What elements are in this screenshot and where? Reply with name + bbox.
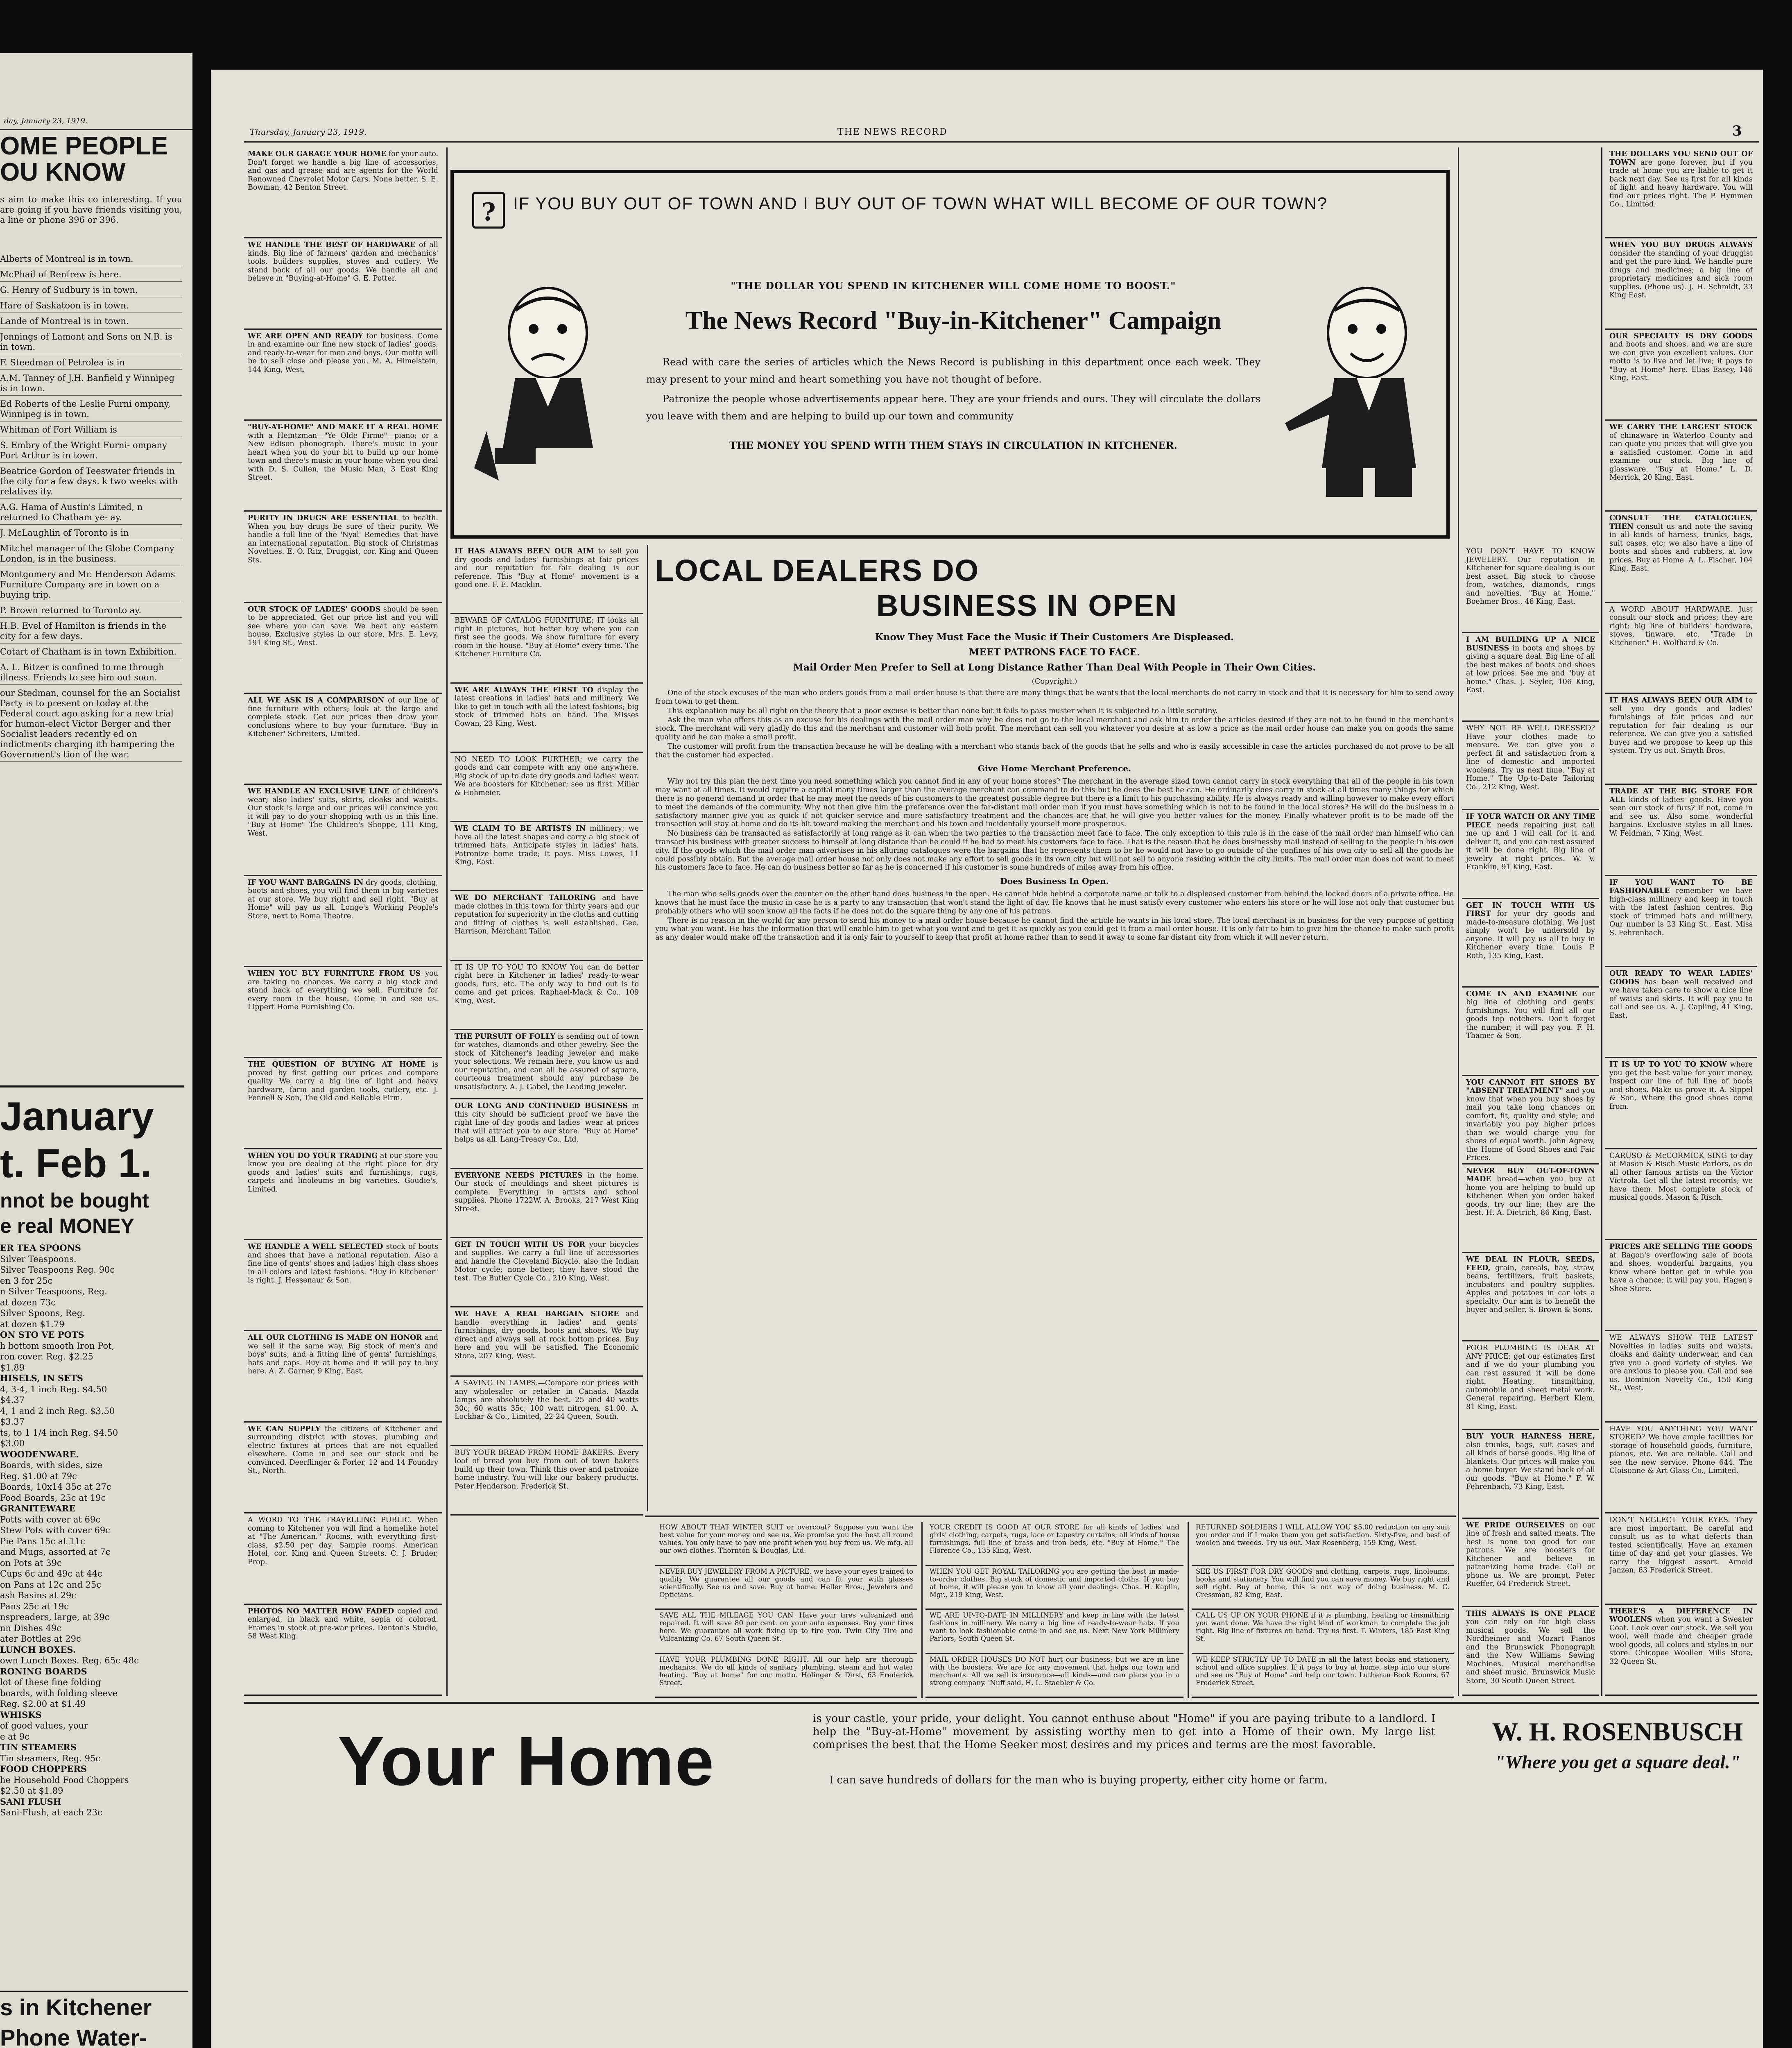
sale-item: $3.37 <box>0 1417 25 1427</box>
personal-item: Jennings of Lamont and Sons on N.B. is in town. <box>0 332 182 354</box>
article-title-line-1: LOCAL DEALERS DO <box>655 553 980 587</box>
merchant-ad-text: MAKE OUR GARAGE YOUR HOME for your auto. Don't forget we handle a big line of accessories, and gas and grease and are agents for the World Renowned Chevrolet Motor Cars. None better. S. E. Bowman, 42 Benton Street. <box>248 150 439 192</box>
personal-item: Whitman of Fort William is <box>0 425 182 437</box>
merchant-ad-text: I AM BUILDING UP A NICE BUSINESS in boots and shoes by giving a square deal. Big line of all the best makes of boots and shoes at low prices. See me and "buy at home." Chas. J. Seyler, 106 King, East. <box>1466 636 1595 695</box>
article-paragraph: This explanation may be all right on the theory that a poor excuse is better than none but it fails to pass muster when it is subjected to a little scrutiny. <box>667 707 1218 715</box>
middle-ad-column <box>450 545 643 1516</box>
campaign-banner <box>450 170 1450 539</box>
merchant-ad <box>1605 694 1757 785</box>
article-subhead-2: Does Business In Open. <box>1000 876 1109 886</box>
merchant-ad <box>1462 545 1599 633</box>
sale-item: en 3 for 25c <box>0 1275 53 1286</box>
article-body-part-2 <box>655 777 1454 872</box>
left-page-date: day, January 23, 1919. <box>4 117 88 125</box>
merchant-ad-text: CALL US UP ON YOUR PHONE if it is plumbing, heating or tinsmithing you want done. We have the right kind of workman to complete the job right. Big line of fixtures on hand. Try us first. T. Winters, 185 East King St. <box>1196 1611 1450 1642</box>
merchant-ad-text: "BUY-AT-HOME" AND MAKE IT A REAL HOME with a Heintzman—"Ye Olde Firme"—piano; or a New Edison phonograph. There's music in your heart when you do your bit to build up our home town and there's music in your home when you deal with D. S. Cullen, the Music Man, 3 East King Street. <box>248 423 438 482</box>
sale-item: ron cover. Reg. $2.25 <box>0 1352 93 1362</box>
sale-item: TIN STEAMERS <box>0 1742 77 1752</box>
merchant-ad-text: NO NEED TO LOOK FURTHER; we carry the goods and can compete with any one anywhere. Big stock of up to date dry goods and ladies' wear. We are boosters for Kitchener; see us first. Miller & Hohmeier. <box>455 755 639 797</box>
merchant-ad <box>1605 1149 1757 1240</box>
sale-item: and Mugs, assorted at 7c <box>0 1547 111 1557</box>
merchant-ad-text: WHY NOT BE WELL DRESSED? Have your clothes made to measure. We can give you a perfect fit and satisfaction from a line of domestic and imported woolens. Try us next time. "Buy at Home." The Up-to-Date Tailoring Co., 212 King, West. <box>1466 724 1595 791</box>
personal-item: S. Embry of the Wright Furni- ompany Port Arthur is in town. <box>0 440 182 463</box>
sale-item: 4, 3-4, 1 inch Reg. $4.50 <box>0 1384 107 1394</box>
merchant-ad-text: IF YOU WANT BARGAINS IN dry goods, clothing, boots and shoes, you will find them in big varieties at our store. We buy right and sell right. "Buy at Home" will pay us all. Longe's Working People's Store, next to Roma Theatre. <box>248 878 438 920</box>
article-subhead-1: Give Home Merchant Preference. <box>977 763 1131 774</box>
merchant-ad <box>1192 1522 1454 1566</box>
merchant-ad-text: WE PRIDE OURSELVES on our line of fresh and salted meats. The best is none too good for our patrons. We are boosters for Kitchener and believe in patronizing home trade. Call or phone us. We are prompt. Peter Rueffer, 64 Frederick Street. <box>1466 1521 1595 1588</box>
merchant-ad <box>1192 1654 1454 1698</box>
merchant-ad <box>1605 147 1757 238</box>
sale-item: Food Boards, 25c at 19c <box>0 1493 106 1503</box>
merchant-ad <box>450 822 643 891</box>
sale-item: Sani-Flush, at each 23c <box>0 1808 102 1817</box>
merchant-ad-text: THERE'S A DIFFERENCE IN WOOLENS when you want a Sweater Coat. Look over our stock. We sell you wool, well made and cheaper grade wool goods, all colors and styles in our store. Chicopee Woollen Mills Store, 32 Queen St. <box>1609 1607 1753 1666</box>
sale-item: LUNCH BOXES. <box>0 1644 76 1655</box>
personal-item: G. Henry of Sudbury is in town. <box>0 285 182 297</box>
merchant-ad <box>244 330 442 421</box>
sale-footer-line-2: Phone Water- <box>0 2025 147 2048</box>
merchant-ad-text: WE ARE ALWAYS THE FIRST TO display the latest creations in ladies' hats and millinery. We like to get in touch with all the latest fashions; big stock of trimmed hats on hand. The Misses Cowan, 23 King, West. <box>455 686 639 728</box>
sale-item: FOOD CHOPPERS <box>0 1764 87 1774</box>
merchant-ad-text: A SAVING IN LAMPS.—Compare our prices with any wholesaler or retailer in Canada. Mazda lamps are absolutely the best. 25 and 40 watts 30c; 60 watts 35c; 100 watt nitrogen, $1.00. A. Lockbar & Co., Limited, 22-24 Queen, South. <box>455 1379 639 1421</box>
merchant-ad <box>450 545 643 614</box>
rosenbusch-slogan: "Where you get a square deal." <box>1494 1751 1741 1772</box>
unhappy-man-illustration <box>470 276 626 489</box>
merchant-ad-text: THE DOLLARS YOU SEND OUT OF TOWN are gone forever, but if you trade at home you are liable to get it back next day. See us first for all kinds of light and heavy hardware. You will find our prices right. The P. Hymmen Co., Limited. <box>1609 150 1753 208</box>
sale-item: GRANITEWARE <box>0 1503 76 1513</box>
merchant-ad <box>450 1377 643 1446</box>
merchant-ad <box>244 1423 442 1513</box>
merchant-ad-text: OUR STOCK OF LADIES' GOODS should be seen to be appreciated. Get our price list and you will see where you can save. We beat any eastern house. Exclusive styles in our store, Mrs. E. Levy, 191 King St., West. <box>248 605 438 647</box>
sale-item: WOODENWARE. <box>0 1449 79 1459</box>
sale-item: at dozen $1.79 <box>0 1319 65 1329</box>
merchant-ad <box>1462 810 1599 899</box>
merchant-ad-text: WE CAN SUPPLY the citizens of Kitchener and surrounding district with stoves, plumbing and electric fixtures at prices that are not equalled elsewhere. Come in and see our stock and be convinced. Deerflinger & Forler, 12 and 14 Foundry St., North. <box>248 1425 439 1475</box>
merchant-ad <box>1462 1430 1599 1518</box>
merchant-ad <box>1462 1607 1599 1696</box>
merchant-ad <box>1605 1605 1757 1696</box>
merchant-ad-text: WE DEAL IN FLOUR, SEEDS, FEED, grain, cereals, hay, straw, beans, fertilizers, fruit baskets, incubators and poultry supplies. Apples and potatoes in car lots a specialty. Our aim is to benefit the buyer and seller. S. Brown & Sons. <box>1466 1255 1595 1314</box>
banner-question: IF YOU BUY OUT OF TOWN AND I BUY OUT OF TOWN WHAT WILL BECOME OF OUR TOWN? <box>513 194 1328 213</box>
merchant-ad <box>244 1331 442 1422</box>
merchant-ad-text: WE HANDLE AN EXCLUSIVE LINE of children's wear; also ladies' suits, skirts, cloaks and waists. Our stock is large and our prices will convince you it will pay to do your shopping with us in this line. "Buy at Home" The Children's Shoppe, 111 King, West. <box>248 787 439 838</box>
article-deck-2: MEET PATRONS FACE TO FACE. <box>968 647 1140 658</box>
merchant-ad <box>244 1605 442 1696</box>
merchant-ad <box>450 684 643 753</box>
sale-item: Potts with cover at 69c <box>0 1514 101 1525</box>
sale-item: SANI FLUSH <box>0 1796 61 1807</box>
merchant-ad <box>1192 1610 1454 1654</box>
merchant-ad <box>450 1030 643 1099</box>
merchant-ad <box>244 421 442 512</box>
sale-item: ER TEA SPOONS <box>0 1243 81 1253</box>
sale-footer-line-1: s in Kitchener <box>0 1994 152 2020</box>
sale-item: 4, 1 and 2 inch Reg. $3.50 <box>0 1406 115 1416</box>
sale-item: n Silver Teaspoons, Reg. <box>0 1287 107 1296</box>
merchant-ad <box>1605 421 1757 512</box>
sale-item: of good values, your <box>0 1721 88 1731</box>
personal-item: McPhail of Renfrew is here. <box>0 270 182 282</box>
merchant-ad-text: HAVE YOU ANYTHING YOU WANT STORED? We have ample facilities for storage of household goods, furniture, pianos, etc. We are reliable. Call and see the new service. Phone 644. The Cloisonne & Art Glass Co., Limited. <box>1609 1425 1753 1475</box>
merchant-ad <box>244 147 442 238</box>
merchant-ad <box>244 1513 442 1604</box>
merchant-ad <box>244 1240 442 1331</box>
merchant-ad <box>1605 1240 1757 1331</box>
article-body-part-3 <box>655 890 1454 942</box>
sale-item: nspreaders, large, at 39c <box>0 1612 110 1622</box>
merchant-ad-text: HAVE YOUR PLUMBING DONE RIGHT. All our help are thorough mechanics. We do all kinds of sanitary plumbing, steam and hot water heating. "Buy at home" for our motto. Holinger & Dirst, 63 Frederick Street. <box>659 1655 913 1687</box>
sale-advertisement <box>0 1085 184 1987</box>
merchant-ad <box>450 1446 643 1516</box>
bottom-ad-column-3 <box>1192 1522 1454 1698</box>
rosenbusch-text: is your castle, your pride, your delight. You cannot enthuse about "Home" if you are paying tribute to a landlord. I help the "Buy-at-Home" movement by assisting worthy men to get into a Home of their own. My large list comprises the best that the Home Seeker most desires and my prices and terms are the most favorable. <box>813 1713 1435 1751</box>
rosenbusch-text-2: I can save hundreds of dollars for the man who is buying property, either city home or farm. <box>829 1774 1328 1786</box>
merchant-ad-text: A WORD ABOUT HARDWARE. Just consult our stock and prices; they are right; big line of builders' hardware, stoves, tinware, etc. "Trade in Kitchener." H. Wolfhard & Co. <box>1609 605 1753 647</box>
sale-item: Boards, 10x14 35c at 27c <box>0 1482 111 1492</box>
sale-item: own Lunch Boxes. Reg. 65c 48c <box>0 1656 139 1665</box>
merchant-ad <box>1605 785 1757 876</box>
sale-heading-3: nnot be bought <box>0 1189 149 1212</box>
sale-item: Reg. $1.00 at 79c <box>0 1471 77 1481</box>
merchant-ad-text: RETURNED SOLDIERS I WILL ALLOW YOU $5.00 reduction on any suit you order and if I make them you get satisfaction. Sixty-five, and best of woolen and tweeds. Try us out. Max Rosenberg, 159 King, West. <box>1196 1523 1450 1547</box>
sale-footer <box>0 1991 188 2048</box>
merchant-ad <box>1605 876 1757 967</box>
merchant-ad-text: IT HAS ALWAYS BEEN OUR AIM to sell you dry goods and ladies' furnishings at fair prices and our reputation for fair dealing is our reference. We can give you a satisfied buyer and we propose to keep up this system. Try us out. Smyth Bros. <box>1609 696 1753 755</box>
banner-body-1: Read with care the series of articles which the News Record is publishing in this department once each week. They may present to your mind and heart something you have not thought of before. <box>646 356 1260 385</box>
merchant-ad <box>1605 330 1757 421</box>
merchant-ad <box>655 1654 917 1698</box>
sale-item: $1.89 <box>0 1362 25 1373</box>
merchant-ad-text: WE KEEP STRICTLY UP TO DATE in all the latest books and stationery, school and office supplies. If it pays to buy at home, step into our store and see us "Buy at Home" and help our town. Lutheran Book Rooms, 67 Frederick Street. <box>1196 1655 1450 1687</box>
merchant-ad-text: A WORD TO THE TRAVELLING PUBLIC. When coming to Kitchener you will find a homelike hotel at "The American." Rooms, with everything first-class, $2.50 per day. Sample rooms. American Hotel, cor. King and Queen Streets. C. J. Bruder, Prop. <box>248 1516 438 1566</box>
sale-item: h bottom smooth Iron Pot, <box>0 1341 115 1351</box>
left-page-fragment <box>0 53 192 2048</box>
sale-item: Silver Teaspoons Reg. 90c <box>0 1265 115 1275</box>
personal-item: A.G. Hama of Austin's Limited, n returned to Chatham ye- ay. <box>0 502 182 525</box>
merchant-ad-text: YOU CANNOT FIT SHOES BY "ABSENT TREATMENT" and you know that when you buy shoes by mail you take long chances on comfort, fit, quality and style; and invariably you pay higher prices than we would charge you for shoes of equal worth. John Agnew, the Home of Good Shoes and Fair Prices. <box>1466 1078 1595 1162</box>
merchant-ad-text: IT IS UP TO YOU TO KNOW where you get the best value for your money. Inspect our line of full line of boots and shoes. Make us prove it. A. Sippel & Son, Where the good shoes come from. <box>1609 1060 1753 1111</box>
sale-item: e at 9c <box>0 1731 29 1742</box>
merchant-ad <box>244 512 442 603</box>
merchant-ad-text: IF YOUR WATCH OR ANY TIME PIECE needs repairing just call me up and I will call for it and deliver it, and you can rest assured it will be done right. Big line of jewelry at right prices. W. V. Franklin, 91 King, East. <box>1466 813 1595 872</box>
article-paragraph: One of the stock excuses of the man who orders goods from a mail order house is that there are many things that he wants that the local merchants do not carry in stock and that it is necessary for him to send away from town to get them. <box>655 689 1454 706</box>
sale-item: ON STO VE POTS <box>0 1330 84 1340</box>
masthead: THE NEWS RECORD <box>837 127 948 137</box>
merchant-ad <box>244 694 442 785</box>
merchant-ad-text: POOR PLUMBING IS DEAR AT ANY PRICE; get our estimates first and if we do your plumbing you can rest assured it will be done right. Heating, tinsmithing, automobile and sheet metal work. General repairing. Herbert Klem, 81 King, East. <box>1466 1344 1595 1411</box>
merchant-ad <box>244 967 442 1058</box>
sale-item: Stew Pots with cover 69c <box>0 1525 110 1535</box>
article-copyright: (Copyright.) <box>1032 677 1077 686</box>
merchant-ad-text: OUR LONG AND CONTINUED BUSINESS in this city should be sufficient proof we have the right line of dry goods and ladies' wear at prices that will attract you to our store. "Buy at Home" helps us all. Lang-Treacy Co., Ltd. <box>455 1102 639 1144</box>
merchant-ad-text: BUY YOUR HARNESS HERE, also trunks, bags, suit cases and all kinds of horse goods. Big line of blankets. Our prices will make you a home buyer. We stand back of all our goods. "Buy at Home." F. W. Fehrenbach, 73 King, East. <box>1466 1432 1595 1491</box>
personal-item: our Stedman, counsel for the an Socialist Party is to present on today at the Federal court ago asking for a new trial for human-elect Victor Berger and ther Socialist leaders recently ed on indictments charging ith hampering the Government's tion of the war. <box>0 688 182 762</box>
merchant-ad-text: THE PURSUIT OF FOLLY is sending out of town for watches, diamonds and other jewelry. See the stock of Kitchener's leading jeweler and make your selections. We remain here, you know us and our reputation, and can all be assured of square, courteous treatment should any purchase be unsatisfactory. A. J. Gabel, the Leading Jeweler. <box>455 1032 639 1091</box>
sale-item: on Pans at 12c and 25c <box>0 1579 101 1590</box>
merchant-ad <box>1462 1253 1599 1341</box>
personal-item: Cotart of Chatham is in town Exhibition. <box>0 647 182 659</box>
left-ad-column <box>244 147 442 1696</box>
merchant-ad-text: DON'T NEGLECT YOUR EYES. They are most important. Be careful and consult us as to what defects than tested scientifically. Have an examen time of day and get your glasses. We carry the biggest assort. Arnold Janzen, 63 Frederick Street. <box>1609 1516 1753 1575</box>
merchant-ad <box>1605 967 1757 1058</box>
sale-item: ater Bottles at 29c <box>0 1634 81 1644</box>
heading-line-2: OU KNOW <box>0 158 126 186</box>
merchant-ad <box>450 891 643 961</box>
bottom-ad-column-1 <box>655 1522 917 1698</box>
sale-items-list <box>0 1243 184 1818</box>
personal-item: A.M. Tanney of J.H. Banfield y Winnipeg is in town. <box>0 373 182 396</box>
personal-item: Montgomery and Mr. Henderson Adams Furniture Company are in town on a buying trip. <box>0 569 182 602</box>
merchant-ad <box>655 1566 917 1610</box>
merchant-ad-text: TRADE AT THE BIG STORE FOR ALL kinds of ladies' goods. Have you seen our stock of furs? If not, come in and see us. Also some wonderful bargains. Exclusive styles in all lines. W. Feldman, 7 King, West. <box>1609 787 1753 838</box>
merchant-ad-text: GET IN TOUCH WITH US FOR your bicycles and supplies. We carry a full line of accessories and handle the Cleveland Bicycle, also the Indian Motor cycle; none better; they have stood the test. The Butler Cycle Co., 210 King, West. <box>455 1240 639 1282</box>
merchant-ad <box>925 1522 1183 1566</box>
merchant-ad-text: BEWARE OF CATALOG FURNITURE; IT looks all right in pictures, but better buy where you can first see the goods. We show furniture for every room in the house. "Buy at Home" every time. The Kitchener Furniture Co. <box>455 616 639 659</box>
merchant-ad-text: OUR SPECIALTY IS DRY GOODS and boots and shoes, and we are sure we can give you excellent values. Our motto is to live and let live; it pays to "Buy at Home" here. Elias Easey, 146 King, East. <box>1609 332 1753 383</box>
article-body-part-1 <box>655 689 1454 759</box>
sale-item: ash Basins at 29c <box>0 1590 77 1600</box>
merchant-ad <box>925 1610 1183 1654</box>
merchant-ad-text: PHOTOS NO MATTER HOW FADED copied and enlarged, in black and white, sepia or colored. Frames in stock at pre-war prices. Denton's Studio, 58 West King. <box>248 1607 438 1640</box>
personal-item: Lande of Montreal is in town. <box>0 316 182 328</box>
merchant-ad <box>1605 1331 1757 1422</box>
personal-item: A. L. Bitzer is confined to me through illness. Friends to see him out soon. <box>0 662 182 685</box>
merchant-ad <box>1462 1164 1599 1253</box>
main-article <box>655 545 1454 1511</box>
merchant-ad-text: YOU DON'T HAVE TO KNOW JEWELERY. Our reputation in Kitchener for square dealing is our best asset. Big stock to choose from, watches, diamonds, rings and novelties. "Buy at Home." Boehmer Bros., 46 King, East. <box>1466 547 1595 606</box>
merchant-ad <box>450 1169 643 1238</box>
bottom-ad-column-2 <box>925 1522 1183 1698</box>
personal-item: J. McLaughlin of Toronto is in <box>0 528 182 540</box>
right-inner-ad-column <box>1462 545 1599 1696</box>
rosenbusch-advertisement <box>244 1706 1759 1853</box>
article-paragraph: Ask the man who offers this as an excuse for his dealings with the mail order man why he does not go to the local merchant and ask him to order the articles desired if they are not to be found in the merchant's stock. The merchant will very gladly do this and the merchant and customer will both profit. The merchant can sell you whatever you desire at as low a price as the mail order house can make you on goods the same quality and he can make a small profit. <box>655 716 1454 741</box>
personal-item: Hare of Saskatoon is in town. <box>0 301 182 313</box>
sale-item: he Household Food Choppers <box>0 1775 129 1785</box>
sale-heading-1: January <box>0 1094 154 1139</box>
merchant-ad <box>655 1522 917 1566</box>
merchant-ad-text: MAIL ORDER HOUSES DO NOT hurt our business; but we are in line with the boosters. We are for any movement that helps our town and merchants. All we sell is insurance—all kinds—and can place you in a strong company. 'Nuff said. H. L. Staebler & Co. <box>930 1655 1179 1687</box>
merchant-ad <box>450 1307 643 1377</box>
sale-heading-2: t. Feb 1. <box>0 1141 152 1186</box>
merchant-ad <box>1605 1513 1757 1604</box>
heading-line-1: OME PEOPLE <box>0 132 168 160</box>
merchant-ad-text: PRICES ARE SELLING THE GOODS at Bagon's overflowing sale of boots and shoes, wonderful bargains, you know where better get in while you have a chance; it will pay you. Hagen's Shoe Store. <box>1609 1243 1753 1293</box>
merchant-ad <box>1462 722 1599 810</box>
merchant-ad <box>1605 238 1757 329</box>
merchant-ad-text: WE CLAIM TO BE ARTISTS IN millinery; we have all the latest shapes and carry a big stock of trimmed hats. Anticipate styles in ladies' hats. Patronize home trade; it pays. Miss Lowes, 11 King, East. <box>455 825 639 867</box>
right-outer-ad-column <box>1605 147 1757 1696</box>
rosenbusch-name: W. H. ROSENBUSCH <box>1492 1717 1743 1746</box>
banner-closing: THE MONEY YOU SPEND WITH THEM STAYS IN CIRCULATION IN KITCHENER. <box>729 440 1177 451</box>
merchant-ad-text: WE HAVE A REAL BARGAIN STORE and handle everything in ladies' and gents' furnishings, dry goods, boots and shoes. We buy direct and always sell at rock bottom prices. Buy here and you will be satisfied. The Economic Store, 207 King, West. <box>455 1310 639 1360</box>
sale-item: $4.37 <box>0 1395 25 1405</box>
sale-heading-4: e real MONEY <box>0 1214 134 1237</box>
merchant-ad-text: WHEN YOU BUY FURNITURE FROM US you are taking no chances. We carry a big stock and stand back of everything we sell. Furniture for every room in the house. Come in and see us. Lippert Home Furnishing Co. <box>248 970 438 1012</box>
merchant-ad-text: CONSULT THE CATALOGUES, THEN consult us and note the saving in all kinds of harness, trunks, bags, suit cases, etc; we also have a line of boots and shoes and rubbers, at low prices. Buy at Home. A. L. Fischer, 104 King, East. <box>1609 514 1753 573</box>
personal-item: Ed Roberts of the Leslie Furni ompany, Winnipeg is in town. <box>0 399 182 421</box>
sale-item: Silver Spoons, Reg. <box>0 1308 85 1318</box>
merchant-ad <box>925 1566 1183 1610</box>
article-paragraph: There is no reason in the world for any person to send his money to a mail order house because he cannot find the article he wants in his local store. The local merchant is in business for the very purpose of getting you what you want. He has the information that will enable him to get what you want and to get it as quickly as you could get it from a mail order house. It is only fair to him to give him the chance to make such profit as any dealer would make off the transaction and it is only fair to yourself to keep that profit at home rather than to send it away to some far distant city from which it will never return. <box>655 916 1454 942</box>
merchant-ad <box>1462 1341 1599 1430</box>
merchant-ad <box>1605 603 1757 694</box>
personal-item: Beatrice Gordon of Teeswater friends in the city for a few days. k two weeks with relatives ity. <box>0 466 182 499</box>
sale-item: Cups 6c and 49c at 44c <box>0 1569 102 1579</box>
merchant-ad <box>244 1058 442 1149</box>
merchant-ad <box>244 1149 442 1240</box>
campaign-title: The News Record "Buy-in-Kitchener" Campaign <box>685 307 1222 335</box>
sale-item: $2.50 at $1.89 <box>0 1786 63 1796</box>
left-page-heading <box>0 133 188 186</box>
merchant-ad <box>450 1099 643 1169</box>
personal-item: H.B. Evel of Hamilton is friends in the city for a few days. <box>0 621 182 643</box>
merchant-ad-text: THIS ALWAYS IS ONE PLACE you can rely on for high class musical goods. We sell the Nordheimer and Mozart Pianos and the Brunswick Phonograph and the New Williams Sewing Machines. Musical merchandise and sheet music. Brunswick Music Store, 30 South Queen Street. <box>1466 1609 1595 1685</box>
banner-dollar-line: "THE DOLLAR YOU SPEND IN KITCHENER WILL COME HOME TO BOOST." <box>731 280 1176 292</box>
sale-item: Reg. $2.00 at $1.49 <box>0 1699 86 1709</box>
merchant-ad-text: WE ALWAYS SHOW THE LATEST Novelties in ladies' suits and waists, cloaks and dainty underwear, and can give you a good variety of styles. We are anxious to please you. Call and see us. Dominion Novelty Co., 150 King St., West. <box>1609 1334 1753 1393</box>
merchant-ad-text: NEVER BUY JEWELERY FROM A PICTURE, we have your eyes trained to quality. We guarantee all our goods and can fit your with glasses scientifically. See us and save. Buy at home. Heller Bros., Jewelers and Opticians. <box>659 1567 913 1599</box>
merchant-ad <box>1462 1076 1599 1164</box>
merchant-ad <box>1462 899 1599 988</box>
happy-man-illustration <box>1281 276 1437 505</box>
merchant-ad <box>1192 1566 1454 1610</box>
merchant-ad-text: CARUSO & McCORMICK SING to-day at Mason & Risch Music Parlors, as do all other famous artists on the Victor Victrola. Get all the latest records; we have them. Most complete stock of musical goods. Mason & Risch. <box>1609 1151 1753 1202</box>
personals-list <box>0 254 182 765</box>
sale-item: at dozen 73c <box>0 1297 56 1307</box>
merchant-ad <box>450 753 643 822</box>
merchant-ad <box>1605 512 1757 603</box>
merchant-ad-text: SEE US FIRST FOR DRY GOODS and clothing, carpets, rugs, linoleums, books and stationery. You will find you can save money. We buy right and sell right. Buy at home, this is our way of doing business. M. G. Cressman, 82 King, East. <box>1196 1567 1450 1599</box>
merchant-ad-text: ALL WE ASK IS A COMPARISON of our line of fine furniture with others; look at the large and complete stock. Get our prices then draw your conclusions where to buy your furniture. 'Buy in Kitchener' Schreiters, Limited. <box>248 696 438 739</box>
merchant-ad-text: COME IN AND EXAMINE our big line of clothing and gents' furnishings. You will find all our goods top notchers. Don't forget the number; it will pay you. F. H. Thamer & Son. <box>1466 990 1595 1040</box>
sale-item: nn Dishes 49c <box>0 1623 61 1633</box>
merchant-ad-text: WE ARE OPEN AND READY for business. Come in and examine our fine new stock of ladies' goods, and ready-to-wear for men and boys. Our motto will be to sell close and please you. M. A. Himelstein, 144 King, West. <box>248 332 438 374</box>
page-date: Thursday, January 23, 1919. <box>250 127 367 137</box>
article-paragraph: The man who sells goods over the counter on the other hand does business in the open. He cannot hide behind a corporate name or talk to a displeased customer from behind the locked doors of a private office. He knows that he must face the music in case he is a party to any transaction that won't stand the light of day. He knows that he must satisfy every customer who enters his store or he will lose not only that customer but probably others who will soon know all the facts if he does not do the square thing by any one of his patrons. <box>655 890 1454 915</box>
page-number: 3 <box>1732 123 1742 139</box>
personal-item: Mitchel manager of the Globe Company London, is in the business. <box>0 544 182 566</box>
merchant-ad-text: WHEN YOU DO YOUR TRADING at our store you know you are dealing at the right place for dry goods and ladies' suits and furnishings, rugs, carpets and linoleums in big varieties. Goudie's, Limited. <box>248 1151 438 1194</box>
sale-item: lot of these fine folding <box>0 1677 101 1687</box>
article-deck-1: Know They Must Face the Music if Their Customers Are Displeased. <box>875 632 1234 643</box>
sale-item: HISELS, IN SETS <box>0 1373 83 1383</box>
question-mark-icon: ? <box>472 192 505 229</box>
merchant-ad <box>450 614 643 683</box>
merchant-ad-text: PURITY IN DRUGS ARE ESSENTIAL to health. When you buy drugs be sure of their purity. We handle a full line of the 'Nyal' Remedies that have an international reputation. Big stock of Christmas Novelties. E. O. Ritz, Druggist, cor. King and Queen Sts. <box>248 514 439 564</box>
merchant-ad-text: ALL OUR CLOTHING IS MADE ON HONOR and we sell it the same way. Big stock of men's and boys' suits, and a fitting line of gents' furnishings, hats and caps. Buy at home and it will pay to buy here. A. Z. Garner, 9 King, East. <box>248 1334 438 1376</box>
sale-item: Boards, with sides, size <box>0 1460 103 1470</box>
sale-item: Pans 25c at 19c <box>0 1601 69 1611</box>
merchant-ad <box>655 1610 917 1654</box>
merchant-ad-text: BUY YOUR BREAD FROM HOME BAKERS. Every loaf of bread you buy from out of town bakers build up their town. Think this over and patronize home industry. You will like our bakery products. Peter Henderson, Frederick St. <box>455 1448 639 1491</box>
personal-item: F. Steedman of Petrolea is in <box>0 358 182 370</box>
article-paragraph: No business can be transacted as satisfactorily at long range as it can when the two parties to the transaction meet face to face. The only exception to this rule is in the case of the mail order man himself who can transact his business with greater success to himself at long distance than he could if he had to meet his customers face to face. That is the reason that he does businessby mail instead of selling to the people in his own city. If the goods which the mail order man advertises in his alluring catalogues were the bargains that he represents them to be he would not have to go outside of the confines of his own city to sell all the goods he could possibly obtain. But the average mail order house not only does not make any effort to sell goods in its own city but will not sell to anyone residing within the city limits. The mail order man does not want to meet his customers face to face. He can do business better so far as he is concerned if his customer is some hundreds of miles away from his office. <box>655 829 1454 872</box>
sale-item: Silver Teaspoons. <box>0 1254 77 1264</box>
your-home-heading: Your Home <box>338 1722 715 1800</box>
sale-item: WHISKS <box>0 1709 42 1720</box>
merchant-ad <box>244 603 442 694</box>
sale-item: $3.00 <box>0 1439 25 1448</box>
personal-item: Alberts of Montreal is in town. <box>0 254 182 266</box>
merchant-ad <box>1462 988 1599 1076</box>
article-deck-3: Mail Order Men Prefer to Sell at Long Distance Rather Than Deal With People in Their Own Cities. <box>793 662 1316 673</box>
sale-item: ts, to 1 1/4 inch Reg. $4.50 <box>0 1427 118 1438</box>
merchant-ad-text: WE CARRY THE LARGEST STOCK of chinaware in Waterloo County and can quote you prices that will give you a satisfied customer. Come in and examine our stock. Big line of glassware. "Buy at Home." L. D. Merrick, 20 King, East. <box>1609 423 1753 482</box>
merchant-ad <box>450 1238 643 1307</box>
merchant-ad-text: EVERYONE NEEDS PICTURES in the home. Our stock of mouldings and sheet pictures is complete. Everything in artists and school supplies. Phone 1722W. A. Brooks, 217 West King Street. <box>455 1171 639 1213</box>
merchant-ad-text: OUR READY TO WEAR LADIES' GOODS has been well received and we have taken care to show a nice line of waists and skirts. It will pay you to call and see us. A. J. Capling, 41 King, East. <box>1609 970 1753 1020</box>
sale-item: Tin steamers, Reg. 95c <box>0 1753 101 1763</box>
merchant-ad <box>244 238 442 329</box>
article-title-line-2: BUSINESS IN OPEN <box>876 589 1178 623</box>
merchant-ad <box>244 785 442 876</box>
sale-item: on Pots at 39c <box>0 1558 62 1568</box>
merchant-ad-text: THE QUESTION OF BUYING AT HOME is proved by first getting our prices and compare quality. We carry a big line of light and heavy hardware, farm and garden tools, cutlery, etc. J. Fennell & Son, The Old and Reliable Firm. <box>248 1060 438 1103</box>
merchant-ad-text: WE HANDLE A WELL SELECTED stock of boots and shoes that have a national reputation. Also a fine line of gents' shoes and ladies' high class shoes in all colors and latest fashions. "Buy in Kitchener" is right. J. Hessenaur & Son. <box>248 1243 438 1285</box>
merchant-ad <box>244 876 442 967</box>
merchant-ad <box>450 961 643 1030</box>
merchant-ad-text: GET IN TOUCH WITH US FIRST for your dry goods and made-to-measure clothing. We just simply won't be undersold by anyone. It will pay us all to buy in Kitchener every time. Louis P. Roth, 135 King, East. <box>1466 901 1595 960</box>
merchant-ad-text: IF YOU WANT TO BE FASHIONABLE remember we have high-class millinery and keep in touch with the latest fashion centres. Big stock of trimmed hats and millinery. Our number is 23 King St., East. Miss S. Fehrenbach. <box>1609 878 1753 937</box>
merchant-ad-text: WE HANDLE THE BEST OF HARDWARE of all kinds. Big line of farmers' garden and mechanics' tools, builders supplies, stoves and cutlery. We stand back of all our goods. We handle all and believe in "Buying-at-Home" G. E. Potter. <box>248 241 438 283</box>
merchant-ad-text: IT HAS ALWAYS BEEN OUR AIM to sell you dry goods and ladies' furnishings at fair prices and our reputation for fair dealing is our reference. This "Buy at Home" movement is a good one. F. E. Macklin. <box>455 547 639 589</box>
merchant-ad <box>1462 1519 1599 1607</box>
merchant-ad-text: WE DO MERCHANT TAILORING and have made clothes in this town for thirty years and our reputation for superiority in the cloths and cutting and fitting of clothes is well established. Geo. Harrison, Merchant Tailor. <box>455 894 639 936</box>
sale-item: boards, with folding sleeve <box>0 1688 118 1698</box>
article-paragraph: The customer will profit from the transaction because he will be dealing with a merchant who stands back of the goods that he sells and who is easily accessible in case the articles purchased do not prove to be all that the customer had expected. <box>655 742 1454 759</box>
personal-item: P. Brown returned to Toronto ay. <box>0 605 182 618</box>
merchant-ad-text: WE ARE UP-TO-DATE IN MILLINERY and keep in line with the latest fashions in millinery. We carry a big line of ready-to-wear hats. If you want to look fashionable come in and see us. Next New York Millinery Parlors, South Queen St. <box>930 1611 1179 1642</box>
merchant-ad-text: YOUR CREDIT IS GOOD AT OUR STORE for all kinds of ladies' and girls' clothing, carpets, rugs, lace or tapestry curtains, all kinds of house furnishings, full line of brass and iron beds, etc. "Buy at Home." The Florence Co., 135 King, West. <box>930 1523 1179 1554</box>
newspaper-page <box>211 70 1763 2048</box>
merchant-ad-text: IT IS UP TO YOU TO KNOW You can do better right here in Kitchener in ladies' ready-to-wear goods, furs, etc. The only way to find out is to come and get prices. Raphael-Mack & Co., 109 King, West. <box>455 963 639 1005</box>
sale-item: Pie Pans 15c at 11c <box>0 1536 85 1546</box>
left-intro: s aim to make this co interesting. If you are going if you have friends visiting you, a line or phone 396 or 396. <box>0 195 182 225</box>
article-paragraph: Why not try this plan the next time you need something which you cannot find in any of your home stores? The merchant in the average sized town cannot carry in stock everything that all of the people in his town may want at all times. It would require a capital many times larger than the average merchant can command to do this but he does the best he can. He ordinarily does carry in stock at all times many things for which there is no general demand in order that he may meet the needs of his customers to the greatest possible degree but there is a limit to his purchasing ability. He is always ready and willing however to make every effort to meet the demands of the community. Why not then give him the preference over the far-distant mail order man if you must have something which is not to be found in the local stores? He will do the business in a satisfactory manner give you as quick if not quicker service and more satisfactory treatment and the chances are that he will give you better values for the money. Finally whatever profit is to be made off the transaction will stay at home and do its bit toward making the merchant and his town and incidentally yourself more prosperous. <box>655 777 1454 829</box>
merchant-ad-text: WHEN YOU BUY DRUGS ALWAYS consider the standing of your druggist and get the pure kind. We handle pure drugs and medicines; a big line of proprietary medicines and sick room supplies. (Phone us). J. H. Schmidt, 33 King East. <box>1609 241 1753 300</box>
merchant-ad <box>1462 633 1599 722</box>
merchant-ad-text: NEVER BUY OUT-OF-TOWN MADE bread—when you buy at home you are helping to build up Kitchener. When you order baked goods, try our line; they are the best. H. A. Dietrich, 86 King, East. <box>1466 1167 1595 1217</box>
merchant-ad-text: WHEN YOU GET ROYAL TAILORING you are getting the best in made-to-order clothes. Big stock of domestic and imported cloths. If you buy at home, it will please you to know all your dealings. Chas. H. Kaplin, Mgr., 219 King, West. <box>930 1567 1179 1599</box>
merchant-ad-text: HOW ABOUT THAT WINTER SUIT or overcoat? Suppose you want the best value for your money and see us. We promise you the best all round values. You only have to pay one profit when you buy from us. We mfg. all our own clothes. Thornton & Douglas, Ltd. <box>659 1523 913 1554</box>
banner-body-2: Patronize the people whose advertisements appear here. They are your friends and ours. They will circulate the dollars you leave with them and are helping to build up our town and community <box>646 393 1260 422</box>
merchant-ad-text: SAVE ALL THE MILEAGE YOU CAN. Have your tires vulcanized and repaired. It will save 80 per cent. on your auto expenses. Buy your tires here. We guarantee all work fixing up to tire you. Twin City Tire and Vulcanizing Co. 67 South Queen St. <box>659 1611 913 1642</box>
merchant-ad <box>1605 1423 1757 1513</box>
merchant-ad <box>925 1654 1183 1698</box>
merchant-ad <box>1605 1058 1757 1149</box>
sale-item: RONING BOARDS <box>0 1666 87 1676</box>
